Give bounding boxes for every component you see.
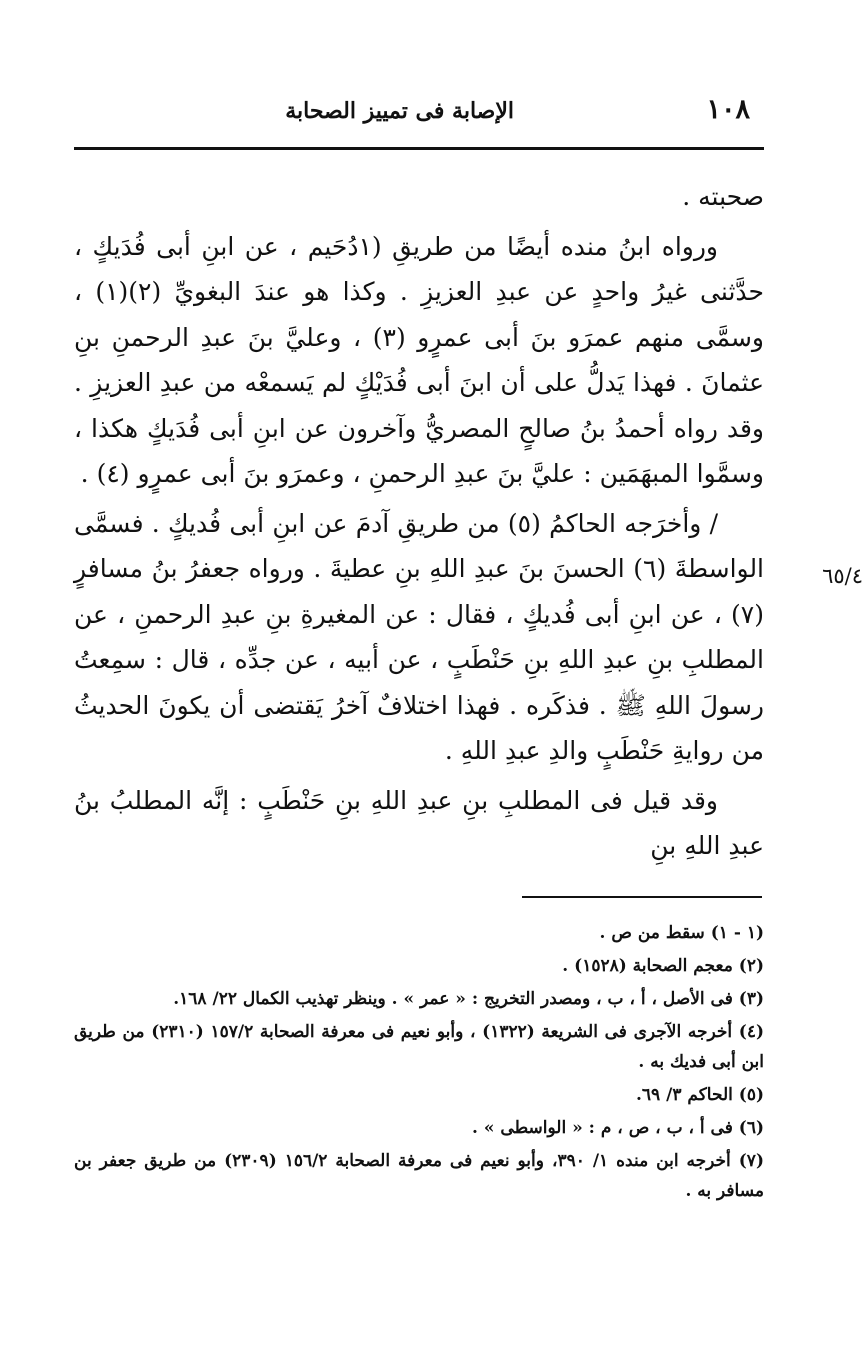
- footnote-6: (٦) فى أ ، ب ، ص ، م : « الواسطى » .: [472, 1118, 764, 1138]
- footnote-3: (٣) فى الأصل ، أ ، ب ، ومصدر التخريج : « عمر » . وينظر تهذيب الكمال ٢٢/ ١٦٨.: [173, 989, 764, 1009]
- paragraph-2: ورواه ابنُ منده أيضًا من طريقِ (١دُحَيم ، عن ابنِ أبى فُدَيكٍ ، حدَّثنى غيرُ واحدٍ عن عبدِ العزيزِ . وكذا هو عندَ البغويِّ (٢)(١) ، وسمَّى منهم عمرَو بنَ أبى عمرٍو (٣) ، وعليَّ بنَ عبدِ الرحمنِ بنِ عثمانَ . فهذا يَدلُّ على أن ابنَ أبى فُدَيْكٍ لم يَسمعْه من عبدِ العزيزِ . وقد رواه أحمدُ بنُ صالحٍ المصريُّ وآخرون عن ابنِ أبى فُدَيكٍ هكذا ، وسمَّوا المبهَمَين : عليَّ بنَ عبدِ الرحمنِ ، وعمرَو بنَ أبى عمرٍو (٤) .: [74, 231, 765, 488]
- paragraph-4: وقد قيل فى المطلبِ بنِ عبدِ اللهِ بنِ حَنْطَبٍ : إنَّه المطلبُ بنُ عبدِ اللهِ بنِ: [74, 785, 764, 860]
- paragraph-1: صحبته .: [682, 182, 764, 211]
- footnote-divider: [522, 896, 762, 898]
- page-header: [74, 92, 764, 132]
- footnote-7: (٧) أخرجه ابن منده ١/ ٣٩٠، وأبو نعيم فى معرفة الصحابة ١٥٦/٢ (٢٣٠٩) من طريق جعفر بن مسافر به .: [74, 1151, 764, 1201]
- footnote-4: (٤) أخرجه الآجرى فى الشريعة (١٣٢٢) ، وأبو نعيم فى معرفة الصحابة ١٥٧/٢ (٢٣١٠) من طريق ابن أبى فديك به .: [74, 1022, 764, 1072]
- footnotes: [74, 918, 764, 1209]
- running-title: الإصابة فى تمييز الصحابة: [285, 98, 514, 124]
- header-divider: [74, 147, 764, 150]
- footnote-5: (٥) الحاكم ٣/ ٦٩.: [636, 1085, 764, 1105]
- main-text: [74, 174, 764, 873]
- footnote-2: (٢) معجم الصحابة (١٥٢٨) .: [562, 956, 764, 976]
- page-number: ١٠٨: [706, 94, 750, 125]
- footnote-1: (١ - ١) سقط من ص .: [599, 923, 764, 943]
- paragraph-3: / وأخرَجه الحاكمُ (٥) من طريقِ آدمَ عن ابنِ أبى فُديكٍ . فسمَّى الواسطةَ (٦) الحسنَ بنَ عبدِ اللهِ بنِ عطيةَ . ورواه جعفرُ بنُ مسافرٍ (٧) ، عن ابنِ أبى فُديكٍ ، فقال : عن المغيرةِ بنِ عبدِ الرحمنِ ، عن المطلبِ بنِ عبدِ اللهِ بنِ حَنْطَبٍ ، عن أبيه ، عن جدِّه ، قال : سمِعتُ رسولَ اللهِ ﷺ . فذكَره . فهذا اختلافٌ آخرُ يَقتضى أن يكونَ الحديثُ من روايةِ حَنْطَبٍ والدِ عبدِ اللهِ .: [74, 508, 765, 765]
- margin-reference: ٦٥/٤: [822, 564, 863, 588]
